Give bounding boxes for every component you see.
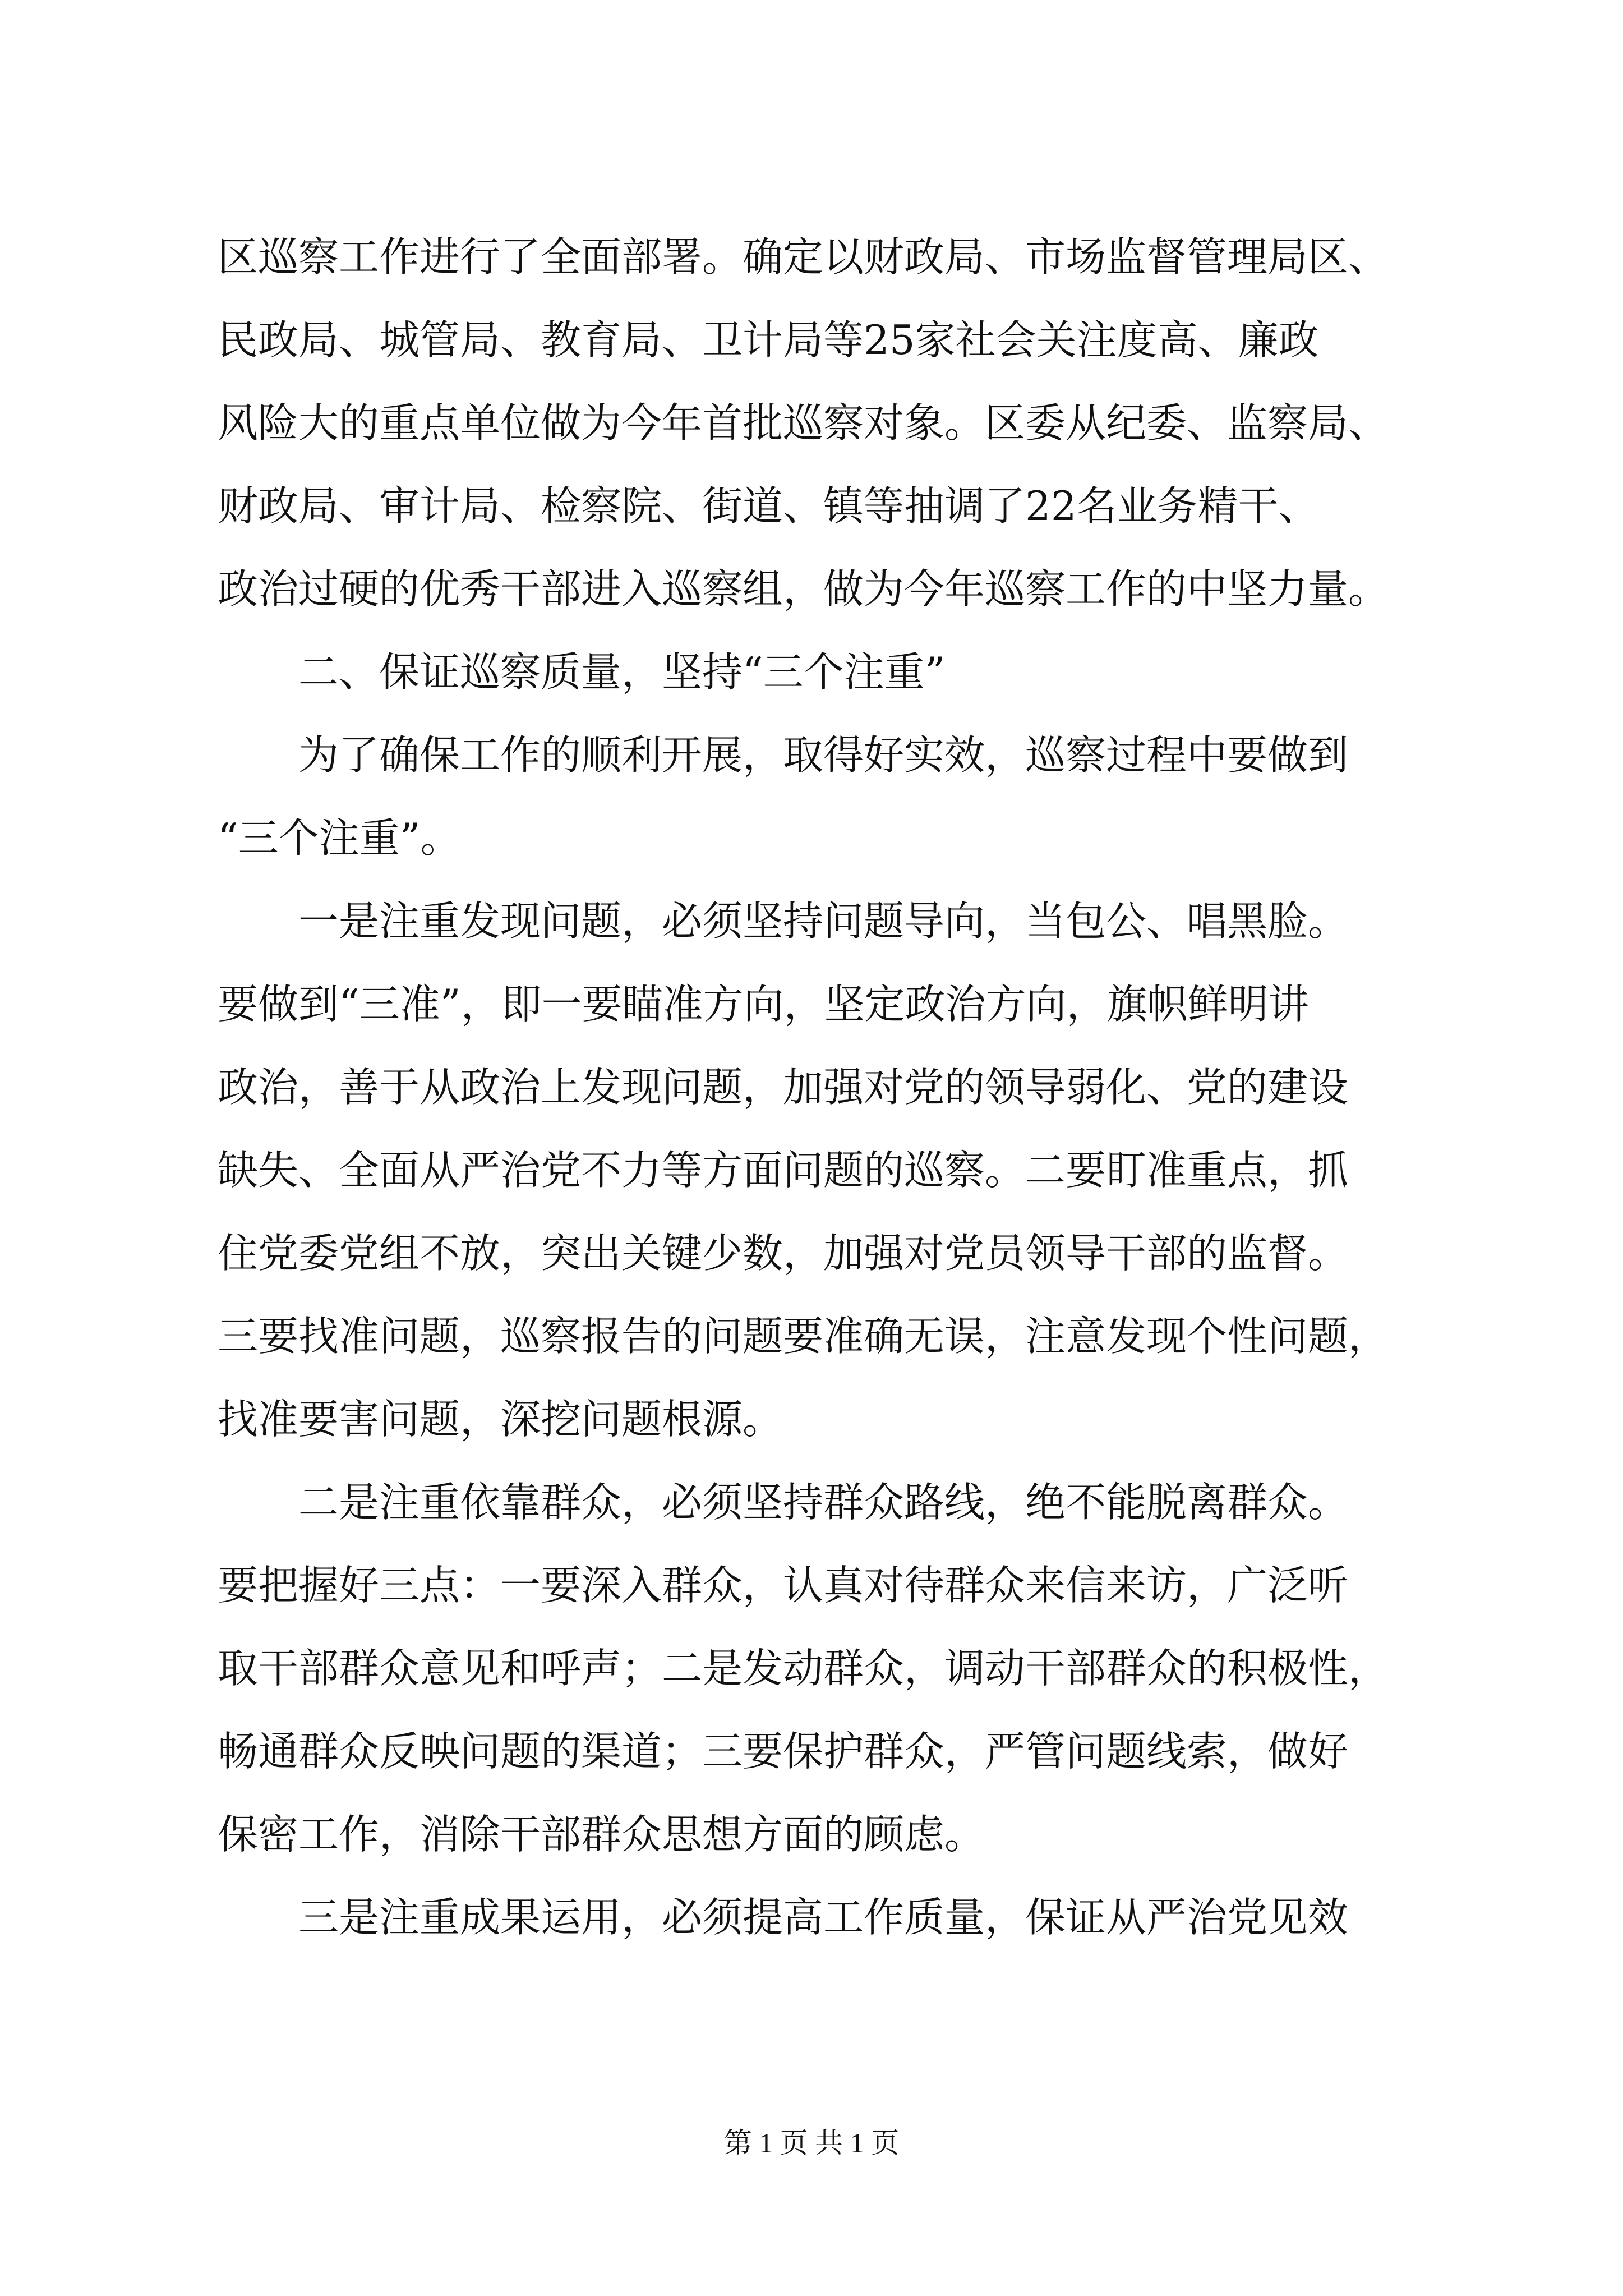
page-footer: 第 1 页 共 1 页 bbox=[723, 2127, 900, 2159]
body-line: 找准要害问题，深挖问题根源。 bbox=[218, 1396, 783, 1443]
body-line: 住党委党组不放，突出关键少数，加强对党员领导干部的监督。 bbox=[218, 1230, 1349, 1277]
body-line: 缺失、全面从严治党不力等方面问题的巡察。二要盯准重点，抓 bbox=[218, 1147, 1349, 1194]
body-line: 一是注重发现问题，必须坚持问题导向，当包公、唱黑脸。 bbox=[218, 898, 1349, 945]
body-line: 保密工作，消除干部群众思想方面的顾虑。 bbox=[218, 1811, 985, 1858]
body-line: 取干部群众意见和呼声；二是发动群众，调动干部群众的积极性， bbox=[218, 1645, 1389, 1692]
body-line: 要把握好三点：一要深入群众，认真对待群众来信来访，广泛听 bbox=[218, 1562, 1349, 1609]
body-line: 三要找准问题，巡察报告的问题要准确无误，注意发现个性问题， bbox=[218, 1313, 1389, 1360]
body-line: 政治过硬的优秀干部进入巡察组，做为今年巡察工作的中坚力量。 bbox=[218, 565, 1389, 613]
body-line: 三是注重成果运用，必须提高工作质量，保证从严治党见效 bbox=[218, 1894, 1349, 1941]
body-line: 财政局、审计局、检察院、街道、镇等抽调了22名业务精干、 bbox=[218, 482, 1319, 530]
body-line: “三个注重”。 bbox=[218, 815, 461, 862]
body-line: 政治，善于从政治上发现问题，加强对党的领导弱化、党的建设 bbox=[218, 1064, 1349, 1111]
body-line: 畅通群众反映问题的渠道；三要保护群众，严管问题线索，做好 bbox=[218, 1728, 1349, 1775]
body-line: 为了确保工作的顺利开展，取得好实效，巡察过程中要做到 bbox=[218, 731, 1349, 779]
document-body bbox=[218, 215, 1423, 1959]
body-line: 民政局、城管局、教育局、卫计局等25家社会关注度高、廉政 bbox=[218, 316, 1319, 364]
body-line: 区巡察工作进行了全面部署。确定以财政局、市场监督管理局区、 bbox=[218, 233, 1389, 280]
body-line: 二是注重依靠群众，必须坚持群众路线，绝不能脱离群众。 bbox=[218, 1479, 1349, 1526]
body-line: 要做到“三准”，即一要瞄准方向，坚定政治方向，旗帜鲜明讲 bbox=[218, 981, 1309, 1028]
body-line: 风险大的重点单位做为今年首批巡察对象。区委从纪委、监察局、 bbox=[218, 399, 1389, 447]
section-heading: 二、保证巡察质量，坚持“三个注重” bbox=[218, 648, 946, 696]
